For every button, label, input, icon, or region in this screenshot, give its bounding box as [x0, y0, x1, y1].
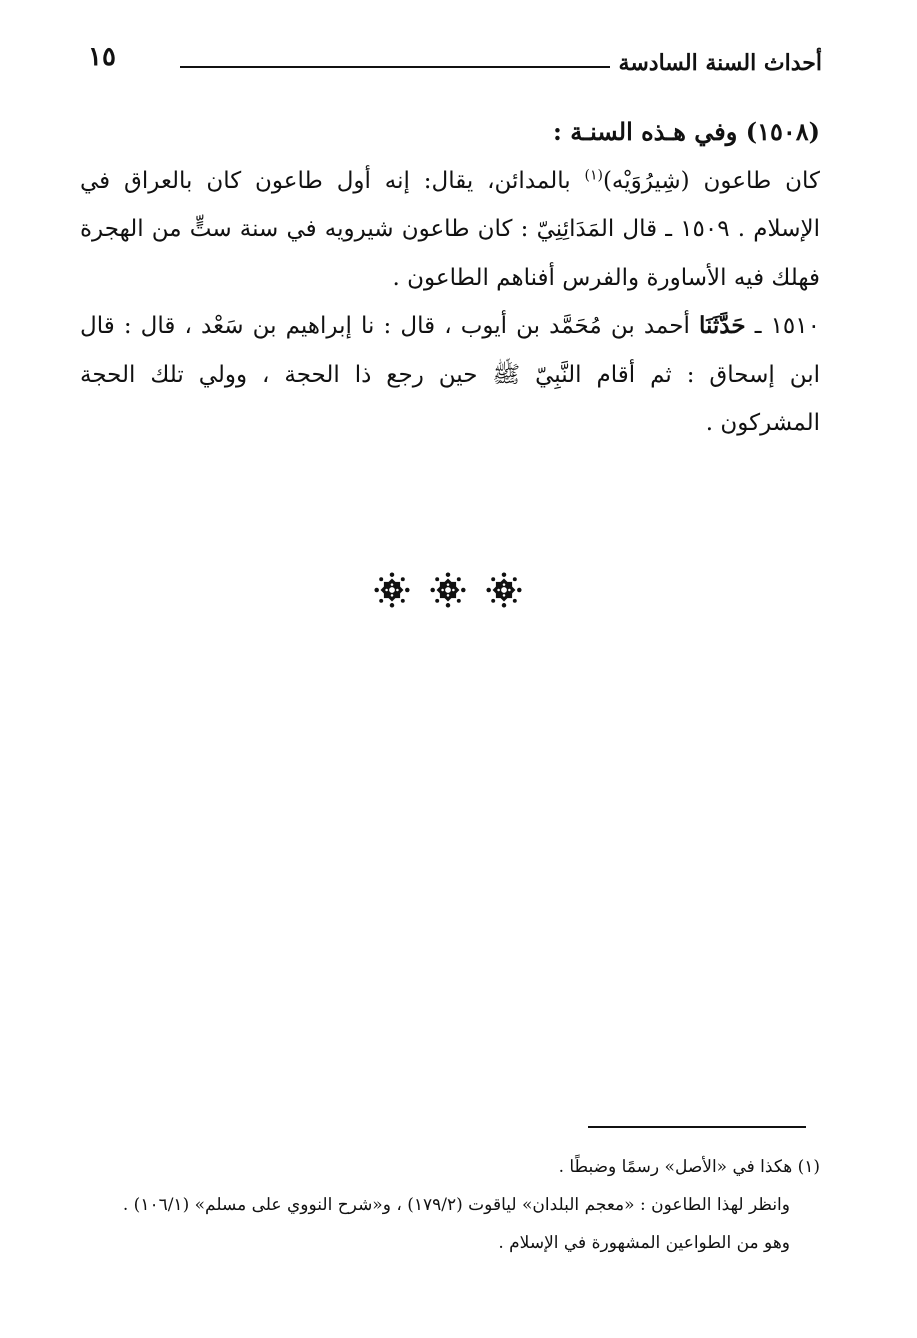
ornament-star-icon: [373, 572, 411, 608]
footnote-1-reference: وانظر لهذا الطاعون : «معجم البلدان» لياقوت (١٧٩/٢) ، و«شرح النووي على مسلم» (١٠٦/١) .: [122, 1195, 790, 1215]
ornament-star-icon: [485, 572, 523, 608]
footnotes: [80, 1148, 820, 1262]
footnote-1: (١) هكذا في «الأصل» رسمًا وضبطًا .: [558, 1157, 820, 1177]
running-title: أحداث السنة السادسة: [618, 50, 822, 76]
running-header: [80, 40, 822, 80]
page-number: ١٥: [88, 42, 116, 72]
narration-keyword: حَدَّثَنَا: [698, 312, 746, 339]
paragraph-1510: [80, 302, 820, 448]
footnote-marker[interactable]: (١): [584, 166, 603, 183]
ornament-star-icon: [429, 572, 467, 608]
main-text: [80, 108, 820, 448]
paragraph-text-start: كان طاعون (شِيرُوَيْه): [602, 167, 820, 194]
narration-text: أحمد بن مُحَمَّد بن أيوب ، قال : نا إبراهيم بن سَعْد ، قال : قال ابن إسحاق : ثم أقام النَّبِيّ ﷺ حين رجع ذا الحجة ، وولي تلك الحجة المشركون .: [80, 313, 820, 436]
footnote-separator: [588, 1126, 806, 1128]
paragraph-text-rest: بالمدائن، يقال: إنه أول طاعون كان بالعراق في الإسلام . ١٥٠٩ ـ قال المَدَائِنِيّ : كان طاعون شيرويه في سنة ستٍّ من الهجرة فهلك فيه الأساورة والفرس أفناهم الطاعون .: [80, 167, 820, 291]
header-rule: [180, 66, 610, 68]
section-heading: (١٥٠٨) وفي هـذه السنـة :: [552, 117, 820, 146]
footnote-1-note: وهو من الطواعين المشهورة في الإسلام .: [498, 1233, 790, 1253]
paragraph-1508-1509: [80, 157, 820, 303]
narration-number: ١٥١٠ ـ: [745, 313, 820, 339]
section-ornament: [373, 572, 523, 608]
